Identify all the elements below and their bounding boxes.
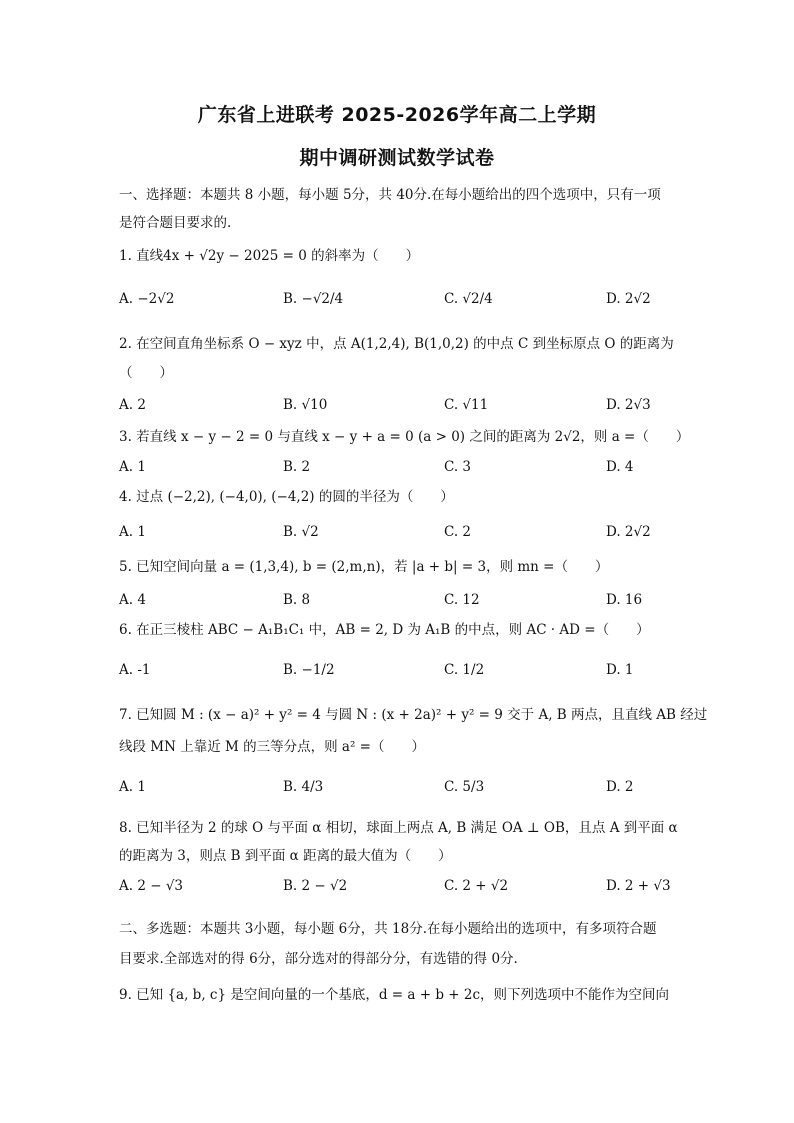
question-1-stem: 1. 直线4x + √2y − 2025 = 0 的斜率为（ ） — [119, 248, 420, 264]
question-8-option-d: D. 2 + √3 — [606, 878, 671, 894]
question-8-stem-line2: 的距离为 3，则点 B 到平面 α 距离的最大值为（ ） — [119, 848, 452, 864]
question-2-option-c: C. √11 — [444, 397, 489, 413]
question-7-option-c: C. 5/3 — [444, 779, 485, 795]
section1-instructions-line2: 是符合题目要求的. — [119, 215, 232, 231]
question-2-option-b: B. √10 — [283, 397, 328, 413]
question-4-option-d: D. 2√2 — [606, 524, 651, 540]
section2-instructions-line1: 二、多选题：本题共 3小题，每小题 6分，共 18分.在每小题给出的选项中，有多项符合题 — [119, 921, 657, 937]
question-2-option-d: D. 2√3 — [606, 397, 651, 413]
question-8-option-a: A. 2 − √3 — [119, 878, 184, 894]
question-7-option-b: B. 4/3 — [283, 779, 324, 795]
question-5-option-b: B. 8 — [283, 592, 311, 608]
question-8-option-c: C. 2 + √2 — [444, 878, 509, 894]
question-2-stem-line1: 2. 在空间直角坐标系 O − xyz 中，点 A(1,2,4), B(1,0,2) 的中点 C 到坐标原点 O 的距离为 — [119, 336, 674, 352]
question-2-option-a: A. 2 — [119, 397, 146, 413]
question-3-option-c: C. 3 — [444, 459, 472, 475]
question-6-stem: 6. 在正三棱柱 ABC − A₁B₁C₁ 中，AB = 2, D 为 A₁B 的中点，则 AC · AD =（ ） — [119, 622, 650, 638]
question-5-option-c: C. 12 — [444, 592, 480, 608]
question-6-option-a: A. -1 — [119, 662, 151, 678]
question-4-stem: 4. 过点 (−2,2), (−4,0), (−4,2) 的圆的半径为（ ） — [119, 489, 454, 505]
question-6-option-d: D. 1 — [606, 662, 634, 678]
question-7-stem-line1: 7. 已知圆 M : (x − a)² + y² = 4 与圆 N : (x + 2a)² + y² = 9 交于 A, B 两点，且直线 AB 经过 — [119, 707, 708, 723]
question-8-stem-line1: 8. 已知半径为 2 的球 O 与平面 α 相切，球面上两点 A, B 满足 OA ⊥ OB，且点 A 到平面 α — [119, 820, 678, 836]
question-1-option-d: D. 2√2 — [606, 291, 651, 307]
question-5-option-d: D. 16 — [606, 592, 643, 608]
question-2-stem-line2: （ ） — [119, 365, 173, 381]
question-5-option-a: A. 4 — [119, 592, 146, 608]
question-3-option-b: B. 2 — [283, 459, 311, 475]
question-3-stem: 3. 若直线 x − y − 2 = 0 与直线 x − y + a = 0 (a > 0) 之间的距离为 2√2，则 a =（ ） — [119, 429, 690, 445]
question-1-option-b: B. −√2/4 — [283, 291, 344, 307]
question-6-option-b: B. −1/2 — [283, 662, 335, 678]
question-7-stem-line2: 线段 MN 上靠近 M 的三等分点，则 a² =（ ） — [119, 739, 425, 755]
question-1-option-a: A. −2√2 — [119, 291, 175, 307]
question-4-option-b: B. √2 — [283, 524, 319, 540]
exam-title-line2: 期中调研测试数学试卷 — [299, 147, 495, 169]
question-4-option-a: A. 1 — [119, 524, 146, 540]
question-9-stem: 9. 已知 {a, b, c} 是空间向量的一个基底，d = a + b + 2c，则下列选项中不能作为空间向 — [119, 987, 670, 1003]
question-4-option-c: C. 2 — [444, 524, 472, 540]
section2-instructions-line2: 目要求.全部选对的得 6分，部分选对的得部分分，有选错的得 0分. — [119, 951, 518, 967]
question-7-option-d: D. 2 — [606, 779, 634, 795]
question-3-option-a: A. 1 — [119, 459, 146, 475]
exam-title-line1: 广东省上进联考 2025-2026学年高二上学期 — [197, 104, 597, 126]
question-8-option-b: B. 2 − √2 — [283, 878, 348, 894]
section1-instructions-line1: 一、选择题：本题共 8 小题，每小题 5分，共 40分.在每小题给出的四个选项中，只有一项 — [119, 187, 661, 203]
question-1-option-c: C. √2/4 — [444, 291, 493, 307]
question-7-option-a: A. 1 — [119, 779, 146, 795]
question-5-stem: 5. 已知空间向量 a = (1,3,4), b = (2,m,n)，若 |a + b| = 3，则 mn =（ ） — [119, 559, 609, 575]
question-6-option-c: C. 1/2 — [444, 662, 485, 678]
question-3-option-d: D. 4 — [606, 459, 634, 475]
